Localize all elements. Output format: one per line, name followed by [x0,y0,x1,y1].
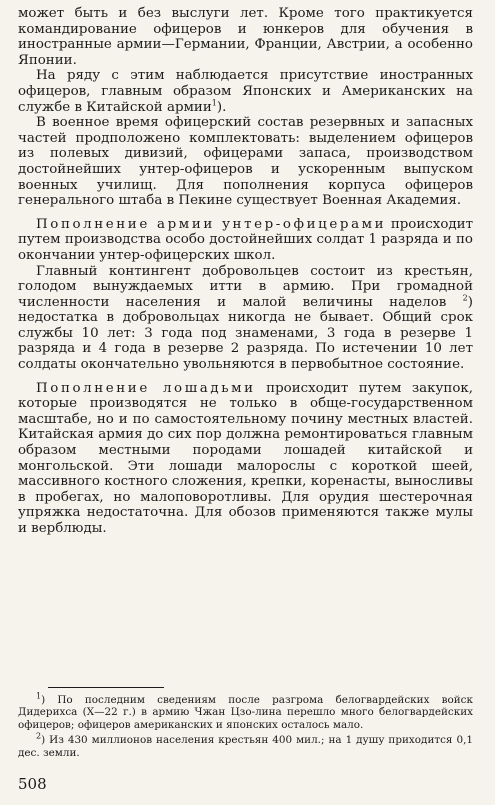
footnote-text: ) По последним сведениям после разгрома белогвардейских войск Дидерихса (Х—22 г.) в армию Чжан Цзо-лина перешло много белогвардейских офицеров; офицеров американских и японских осталось мало. [18,694,473,731]
footnote-1 [18,691,473,731]
footnote-divider [48,687,164,688]
paragraph-horse-replenishment [18,381,473,537]
footnote-mark-1: 1 [36,691,42,701]
paragraph-text: На ряду с этим наблюдается присутствие иностранных офицеров, главным образом Японских и Американских на службе в Китайской армии [18,68,473,115]
page-number: 508 [18,775,47,793]
paragraph-text: происходит путем производства особо достойнейших солдат 1 разряда и по окончании унтер-офицерских школ. [18,216,473,263]
section-heading-horses: Пополнение лошадьми [36,380,256,396]
footnote-ref-2: 2 [462,293,468,303]
main-text [18,6,473,537]
section-heading-nco: Пополнение армии унтер-офицерами [36,216,387,232]
paragraph-text-end: ). [216,99,227,115]
footnotes [18,691,473,762]
paragraph-wartime-reserve: В военное время офицерский состав резервных и запасных частей продположено комплектовать: выделением офицеров из полевых дивизий, офицерами запаса, производством достойнейших унтер-офицеров и ускоренным выпуском военных училищ. Для пополнения корпуса офицеров генерального штаба в Пекине существует Военная Академия. [18,115,473,209]
paragraph-foreign-officers [18,68,473,115]
footnote-ref-1: 1 [211,98,217,108]
footnote-mark-2: 2 [36,731,42,741]
paragraph-text: происходит путем закупок, которые производятся не только в обще-государственном масштабе, но и по самостоятельному почину местных властей. Китайская армия до сих пор должна ремонтироваться главным образом местными породами лошадей китайской и монгольской. Эти лошади малорослы с короткой шеей, массивного костного сложения, крепки, коренасты, выносливы в пробегах, но малоповоротливы. Для орудия шестерочная упряжка недостаточна. Для обозов применяются также мулы и верблюды. [18,380,474,536]
paragraph-text-end: ) недостатка в добровольцах никогда не бывает. Общий срок службы 10 лет: 3 года под знаменами, 3 года в резерве 1 разряда и 4 года в резерве 2 разряда. По истечении 10 лет солдаты окончательно увольняются в первобытное состояние. [18,294,473,373]
paragraph-nco-replenishment [18,217,473,264]
paragraph-volunteers [18,264,473,373]
footnote-text: ) Из 430 миллионов населения крестьян 400 мил.; на 1 душу приходится 0,1 дес. земли. [18,734,473,759]
footnote-2 [18,731,473,759]
paragraph-text: Главный контингент добровольцев состоит из крестьян, голодом вынуждаемых итти в армию. При громадной численности населения и малой величины наделов [18,263,473,310]
paragraph-officer-training: может быть и без выслуги лет. Кроме того практикуется командирование офицеров и юнкеров для обучения в иностранные армии—Германии, Франции, Австрии, а особенно Японии. [18,6,473,68]
